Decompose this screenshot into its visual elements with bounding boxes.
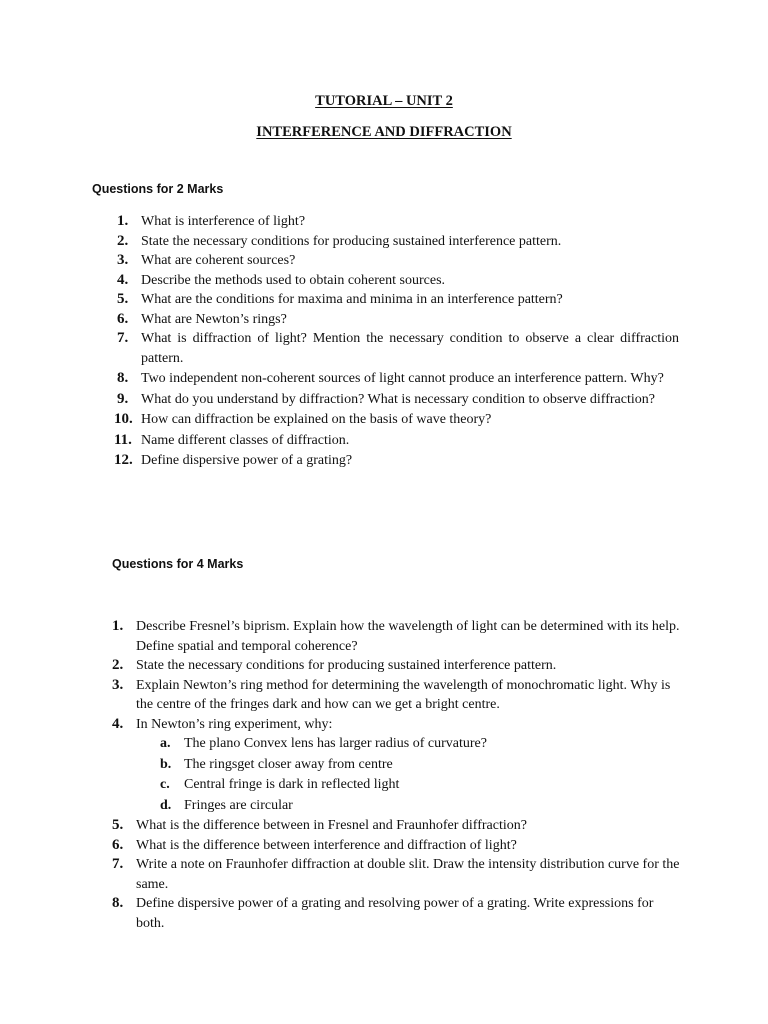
list-item	[160, 796, 680, 817]
list-item	[160, 775, 680, 796]
document-subtitle: INTERFERENCE AND DIFFRACTION	[256, 124, 512, 140]
question-number: 10.	[114, 411, 133, 427]
list-item	[117, 310, 679, 330]
sub-question-letter: b.	[160, 756, 172, 772]
sub-question-text: Central fringe is dark in reflected light	[184, 777, 400, 792]
sub-question-text: The ringsget closer away from centre	[184, 756, 393, 772]
question-list-2-marks	[114, 212, 679, 471]
sub-question-text: Fringes are circular	[184, 797, 293, 813]
question-text: Explain Newton’s ring method for determining the wavelength of monochromatic light. Why is the centre of the fringes dark and how can we get a bright centre.	[136, 677, 671, 712]
question-text: Two independent non-coherent sources of light cannot produce an interference pattern. Why?	[141, 371, 664, 386]
sub-question-letter: c.	[160, 777, 170, 792]
question-number: 8.	[112, 895, 124, 911]
question-number: 8.	[117, 370, 129, 386]
question-number: 6.	[112, 836, 124, 853]
question-number: 12.	[114, 452, 133, 468]
question-text: In Newton’s ring experiment, why:	[136, 716, 333, 732]
list-item	[114, 410, 679, 430]
list-item	[112, 855, 680, 894]
list-item	[112, 617, 680, 656]
list-item	[160, 734, 680, 755]
question-number: 9.	[117, 390, 129, 407]
question-number: 2.	[112, 657, 124, 673]
section-heading-2-marks: Questions for 2 Marks	[92, 182, 224, 196]
list-item	[112, 836, 680, 856]
list-item	[117, 369, 679, 389]
question-text: What is diffraction of light? Mention the necessary condition to observe a clear diffraction pattern.	[141, 331, 679, 366]
list-item	[117, 290, 679, 310]
question-text: Describe the methods used to obtain coherent sources.	[141, 272, 446, 288]
question-text: What do you understand by diffraction? What is necessary condition to observe diffraction?	[141, 391, 655, 407]
question-text: What are Newton’s rings?	[141, 311, 287, 327]
list-item	[114, 431, 679, 451]
list-item	[112, 656, 680, 676]
question-text: Name different classes of diffraction.	[141, 432, 350, 448]
question-number: 7.	[117, 330, 129, 346]
question-number: 11.	[114, 431, 132, 448]
question-text: Write a note on Fraunhofer diffraction at double slit. Draw the intensity distribution curve for the same.	[136, 857, 680, 892]
question-number: 5.	[112, 817, 124, 833]
question-number: 6.	[117, 310, 129, 327]
list-item	[160, 755, 680, 776]
list-item	[112, 894, 680, 933]
list-item	[117, 271, 679, 291]
list-item	[117, 212, 679, 232]
list-item	[112, 715, 680, 817]
question-text: Define dispersive power of a grating?	[141, 453, 353, 468]
section-heading-4-marks: Questions for 4 Marks	[112, 557, 244, 571]
document-title: TUTORIAL – UNIT 2	[315, 93, 453, 109]
list-item	[117, 329, 679, 368]
question-number: 7.	[112, 856, 124, 872]
list-item	[112, 676, 680, 715]
list-item	[117, 251, 679, 271]
list-item	[114, 451, 679, 471]
question-text: What is the difference between interference and diffraction of light?	[136, 837, 517, 853]
list-item	[117, 390, 679, 410]
question-text: What are coherent sources?	[141, 253, 296, 268]
question-text: How can diffraction be explained on the basis of wave theory?	[141, 412, 492, 427]
question-list-4-marks	[112, 617, 680, 933]
question-text: What are the conditions for maxima and minima in an interference pattern?	[141, 292, 563, 307]
question-number: 4.	[112, 715, 124, 732]
question-number: 3.	[117, 252, 129, 268]
question-number: 2.	[117, 232, 129, 249]
question-number: 1.	[112, 618, 124, 634]
question-text: What is interference of light?	[141, 214, 306, 229]
question-text: State the necessary conditions for producing sustained interference pattern.	[136, 658, 557, 673]
sub-question-letter: d.	[160, 797, 172, 813]
question-text: Define dispersive power of a grating and resolving power of a grating. Write expressions for both.	[136, 896, 654, 931]
question-number: 3.	[112, 676, 124, 693]
question-text: State the necessary conditions for producing sustained interference pattern.	[141, 233, 562, 249]
question-number: 4.	[117, 271, 129, 288]
sub-question-letter: a.	[160, 736, 171, 751]
sub-question-text: The plano Convex lens has larger radius of curvature?	[184, 736, 487, 751]
sub-question-list	[160, 734, 680, 816]
question-text: What is the difference between in Fresnel and Fraunhofer diffraction?	[136, 818, 527, 833]
question-number: 5.	[117, 291, 129, 307]
list-item	[112, 816, 680, 836]
question-text: Describe Fresnel’s biprism. Explain how the wavelength of light can be determined with its help. Define spatial and temporal coherence?	[136, 619, 680, 654]
question-number: 1.	[117, 213, 129, 229]
list-item	[117, 232, 679, 252]
